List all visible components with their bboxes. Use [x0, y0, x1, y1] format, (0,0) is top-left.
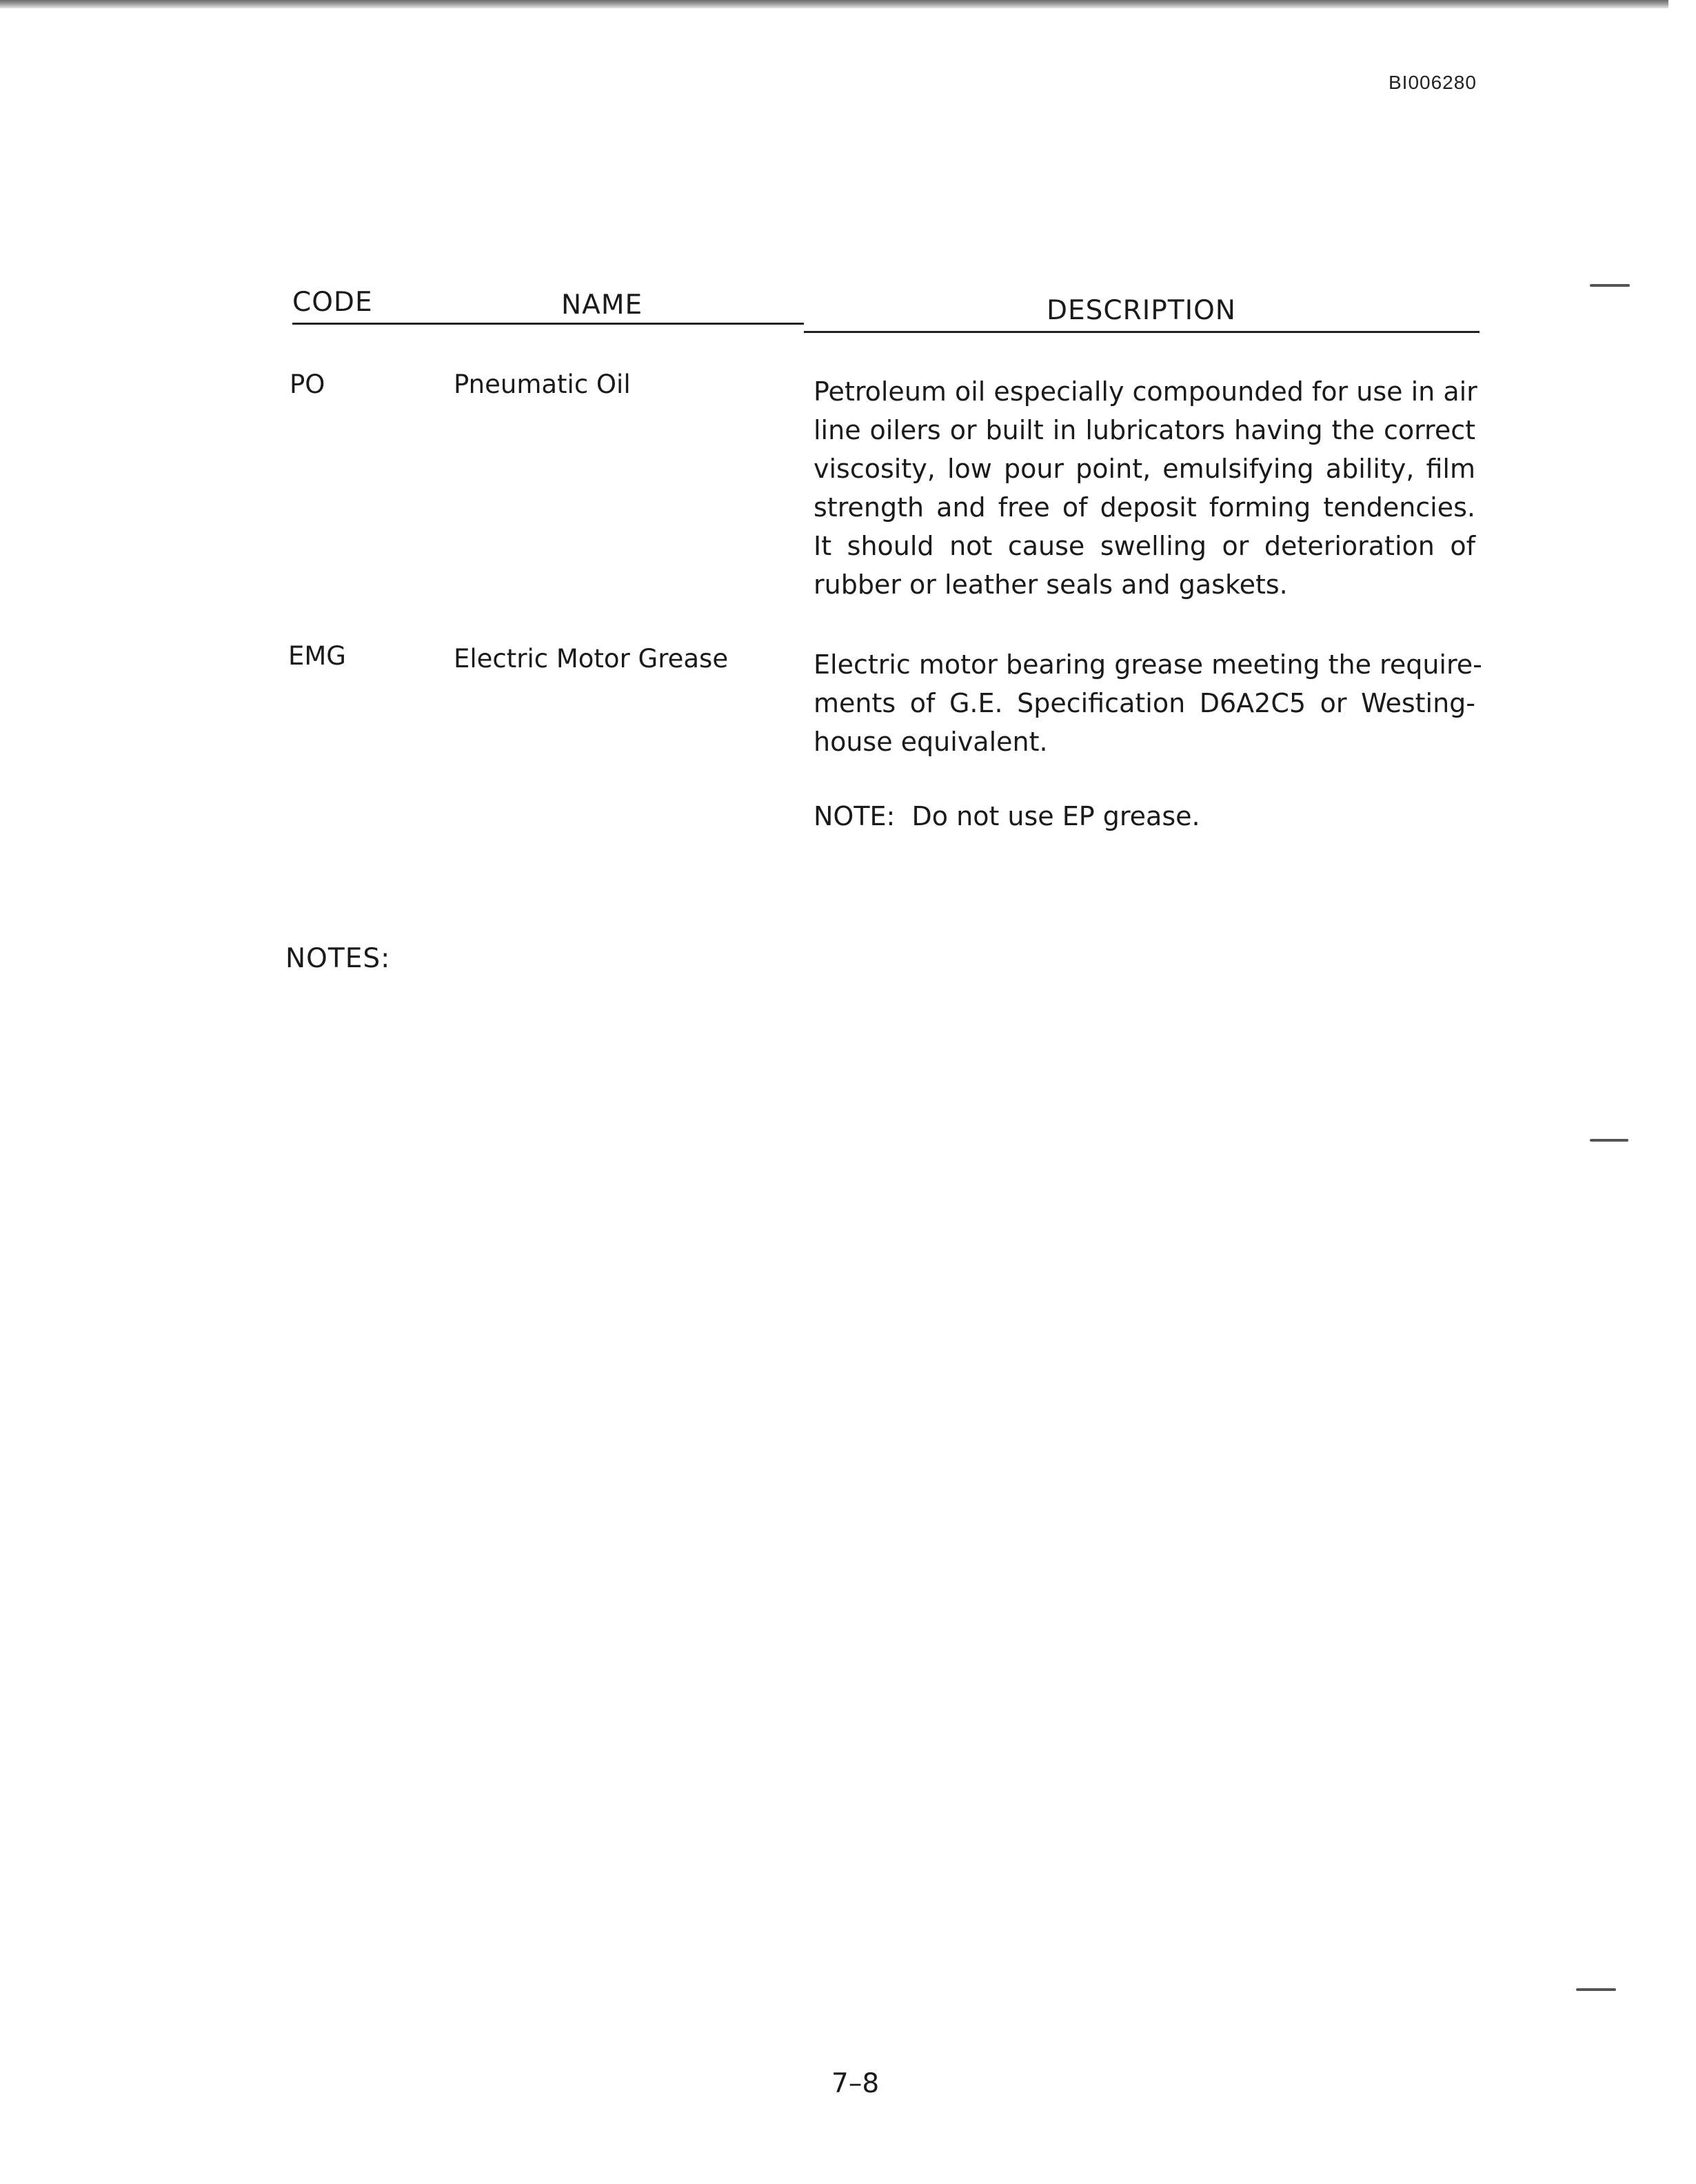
row-name: Pneumatic Oil: [454, 370, 631, 399]
column-header-code: CODE: [292, 287, 373, 318]
description-line: Electric motor bearing grease meeting the require-: [814, 649, 1482, 680]
description-line: ments of G.E. Specification D6A2C5 or Westing-: [814, 688, 1475, 718]
row-description: [814, 372, 1475, 604]
description-line: rubber or leather seals and gaskets.: [814, 569, 1288, 600]
header-underline-left: [292, 323, 804, 325]
scan-speck: [1590, 284, 1630, 287]
description-line: Petroleum oil especially compounded for use in air: [814, 376, 1477, 407]
scan-speck: [1576, 1988, 1616, 1991]
row-name: Electric Motor Grease: [454, 644, 729, 674]
row-note: NOTE: Do not use EP grease.: [814, 801, 1200, 831]
row-description: [814, 645, 1482, 761]
header-underline-right: [804, 331, 1480, 333]
description-line: house equivalent.: [814, 727, 1048, 757]
scan-edge: [0, 0, 1668, 8]
description-line: strength and free of deposit forming tendencies.: [814, 492, 1475, 523]
description-line: viscosity, low pour point, emulsifying ability, film: [814, 454, 1475, 484]
description-line: It should not cause swelling or deterioration of: [814, 531, 1475, 561]
description-line: line oilers or built in lubricators having the correct: [814, 415, 1475, 445]
notes-label: NOTES:: [285, 943, 391, 974]
document-id: BI006280: [1389, 72, 1477, 93]
row-code: PO: [290, 370, 325, 399]
column-header-description: DESCRIPTION: [1047, 295, 1236, 326]
page-number: 7–8: [831, 2068, 880, 2099]
column-header-name: NAME: [561, 290, 643, 321]
scan-speck: [1590, 1139, 1628, 1142]
row-code: EMG: [288, 641, 346, 671]
